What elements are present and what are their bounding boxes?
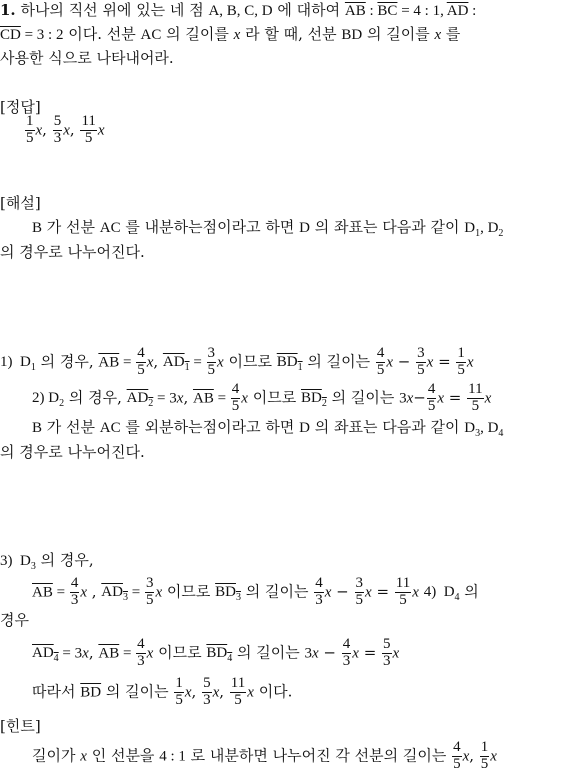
hint-heading: [힌트] bbox=[0, 717, 41, 735]
conclusion: 따라서 $\overline{BD}$ 의 길이는 $\frac{1}{5}$ x, $\frac{5}{3}$ x, $\frac{11}{5}$ x 이다. bbox=[32, 675, 293, 708]
explanation-p1-line2: 의 경우로 나누어진다. bbox=[0, 243, 145, 261]
answer-heading: [정답] bbox=[0, 98, 41, 116]
case-3-body: $\overline{AB}$ = $\frac{4}{3}$ x , $AD_3$ = $\frac{3}{5}$ x 이므로 $BD_3$ 의 길이는 $\frac{4}{3}$ x − $\frac{3}{5}$ x = $\frac{11}{5}$ x 4) $D_4$ 의 bbox=[32, 575, 479, 608]
explanation-heading: [해설] bbox=[0, 194, 41, 212]
problem-line-1: 1. 하나의 직선 위에 있는 네 점 A, B, C, D 에 대하여 $\overline{AB}$ : $\overline{BC} = 4$ : 1, $\overline{AD}$ : bbox=[0, 1, 477, 19]
explanation-p2-line2: 의 경우로 나누어진다. bbox=[0, 443, 145, 461]
problem-number: 1. bbox=[0, 1, 16, 19]
explanation-p1-line1: B 가 선분 AC 를 내분하는점이라고 하면 D 의 좌표는 다음과 같이 $D_1$, $D_2$ bbox=[32, 218, 504, 239]
problem-line-2: $\overline{CD} = 3$ : 2 이다. 선분 AC 의 길이를 x 라 할 때, 선분 BD 의 길이를 x 를 bbox=[0, 25, 461, 43]
hint-text: 길이가 x 인 선분을 4 : 1 로 내분하면 나누어진 각 선분의 길이는 $\frac{4}{5}$ x, $\frac{1}{5}$ x bbox=[32, 739, 497, 772]
explanation-p2-line1: B 가 선분 AC 를 외분하는점이라고 하면 D 의 좌표는 다음과 같이 $D_3$, $D_4$ bbox=[32, 418, 504, 439]
case-2: 2) $D_2$ 의 경우, $AD_2 = 3x$, $\overline{AB}$ = $\frac{4}{5}$ x 이므로 $BD_2$ 의 길이는 3x− $\frac{4}{5}$ x = $\frac{11}{5}$ x bbox=[32, 381, 492, 414]
case-4-body: $AD_4 = 3x$, $\overline{AB}$ = $\frac{4}{3}$ x 이므로 $BD_4$ 의 길이는 3x − $\frac{4}{3}$ x = $\frac{5}{3}$ x bbox=[32, 636, 400, 669]
case-4-title: 경우 bbox=[0, 611, 29, 629]
problem-line-3: 사용한 식으로 나타내어라. bbox=[0, 49, 174, 67]
answer-values: $\frac{1}{5}$ x, $\frac{5}{3}$ x, $\frac{11}{5}$ x bbox=[26, 113, 105, 146]
case-1: 1) $D_1$ 의 경우, $\overline{AB}$ = $\frac{4}{5}$ x, $AD_1$ = $\frac{3}{5}$ x 이므로 $BD_1$ 의 길이는 $\frac{4}{5}$ x − $\frac{3}{5}$ x = $\frac{1}{5}$ x bbox=[0, 345, 474, 378]
case-3-title: 3) $D_3$ 의 경우, bbox=[0, 551, 94, 572]
